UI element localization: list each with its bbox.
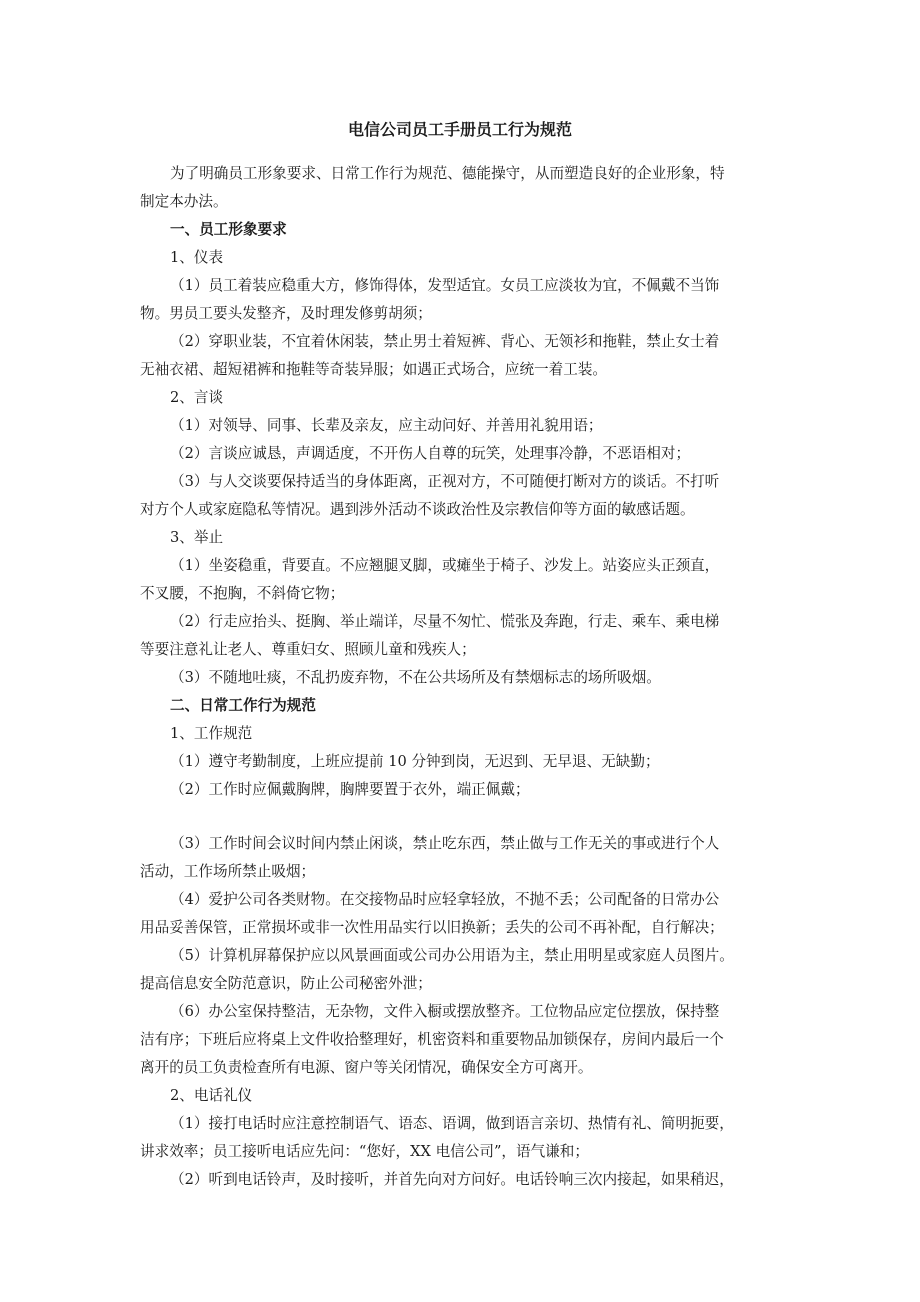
intro-line-1: 为了明确员工形象要求、日常工作行为规范、德能操守，从而塑造良好的企业形象，特 — [170, 165, 725, 182]
paragraph-line: （1）接打电话时应注意控制语气、语态、语调，做到语言亲切、热情有礼、简明扼要， — [170, 1115, 734, 1132]
subsection-label: 3、举止 — [170, 529, 224, 546]
subsection-label: 2、言谈 — [170, 389, 224, 406]
paragraph-line: （6）办公室保持整洁，无杂物，文件入橱或摆放整齐。工位物品应定位摆放，保持整 — [170, 1003, 720, 1020]
paragraph-line: 离开的员工负责检查所有电源、窗户等关闭情况，确保安全方可离开。 — [140, 1059, 593, 1076]
paragraph-line: 等要注意礼让老人、尊重妇女、照顾儿童和残疾人； — [140, 641, 476, 658]
document-title: 电信公司员工手册员工行为规范 — [347, 120, 572, 139]
paragraph-line: （3）不随地吐痰，不乱扔废弃物，不在公共场所及有禁烟标志的场所吸烟。 — [170, 669, 661, 686]
paragraph-line: （1）对领导、同事、长辈及亲友，应主动问好、并善用礼貌用语； — [170, 417, 603, 434]
paragraph-line: （2）穿职业装，不宜着休闲装，禁止男士着短裤、背心、无领衫和拖鞋，禁止女士着 — [170, 333, 720, 350]
paragraph-line: （2）听到电话铃声，及时接听，并首先向对方问好。电话铃响三次内接起，如果稍迟， — [170, 1171, 734, 1188]
paragraph-line: （5）计算机屏幕保护应以风景画面或公司办公用语为主，禁止用明星或家庭人员图片。 — [170, 947, 734, 964]
paragraph-line: 活动，工作场所禁止吸烟； — [140, 863, 316, 880]
paragraph-line: 讲求效率；员工接听电话应先问：“您好，XX 电信公司”，语气谦和； — [140, 1143, 589, 1160]
paragraph-line: （1）员工着装应稳重大方，修饰得体，发型适宜。女员工应淡妆为宜，不佩戴不当饰 — [170, 277, 720, 294]
subsection-label: 2、电话礼仪 — [170, 1087, 253, 1104]
paragraph-line: 物。男员工要头发整齐，及时理发修剪胡须； — [140, 305, 432, 322]
paragraph-line: 无袖衣裙、超短裙裤和拖鞋等奇装异服；如遇正式场合，应统一着工装。 — [140, 361, 608, 378]
subsection-label: 1、仪表 — [170, 249, 224, 266]
paragraph-line: （4）爱护公司各类财物。在交接物品时应轻拿轻放，不抛不丢；公司配备的日常办公 — [170, 891, 720, 908]
section-heading: 一、员工形象要求 — [170, 221, 287, 238]
paragraph-line: （1）坐姿稳重，背要直。不应翘腿叉脚，或瘫坐于椅子、沙发上。站姿应头正颈直， — [170, 557, 720, 574]
paragraph-line: （3）与人交谈要保持适当的身体距离，正视对方，不可随便打断对方的谈话。不打听 — [170, 473, 720, 490]
paragraph-line: 用品妥善保管，正常损坏或非一次性用品实行以旧换新；丢失的公司不再补配，自行解决； — [140, 919, 724, 936]
intro-line-2: 制定本办法。 — [140, 193, 228, 210]
paragraph-line: （3）工作时间会议时间内禁止闲谈，禁止吃东西，禁止做与工作无关的事或进行个人 — [170, 835, 720, 852]
section-heading: 二、日常工作行为规范 — [170, 697, 316, 714]
paragraph-line: 不叉腰，不抱胸，不斜倚它物； — [140, 585, 345, 602]
paragraph-line: 提高信息安全防范意识，防止公司秘密外泄； — [140, 975, 432, 992]
paragraph-line: （2）行走应抬头、挺胸、举止端详，尽量不匆忙、慌张及奔跑，行走、乘车、乘电梯 — [170, 613, 720, 630]
paragraph-line: （2）工作时应佩戴胸牌，胸牌要置于衣外，端正佩戴； — [170, 781, 530, 798]
paragraph-line: 对方个人或家庭隐私等情况。遇到涉外活动不谈政治性及宗教信仰等方面的敏感话题。 — [140, 501, 695, 518]
paragraph-line: （1）遵守考勤制度，上班应提前 10 分钟到岗，无迟到、无早退、无缺勤； — [170, 753, 660, 770]
paragraph-line: 洁有序；下班后应将桌上文件收拾整理好，机密资料和重要物品加锁保存，房间内最后一个 — [140, 1031, 724, 1048]
subsection-label: 1、工作规范 — [170, 725, 253, 742]
paragraph-line: （2）言谈应诚恳，声调适度，不开伤人自尊的玩笑，处理事冷静，不恶语相对； — [170, 445, 691, 462]
